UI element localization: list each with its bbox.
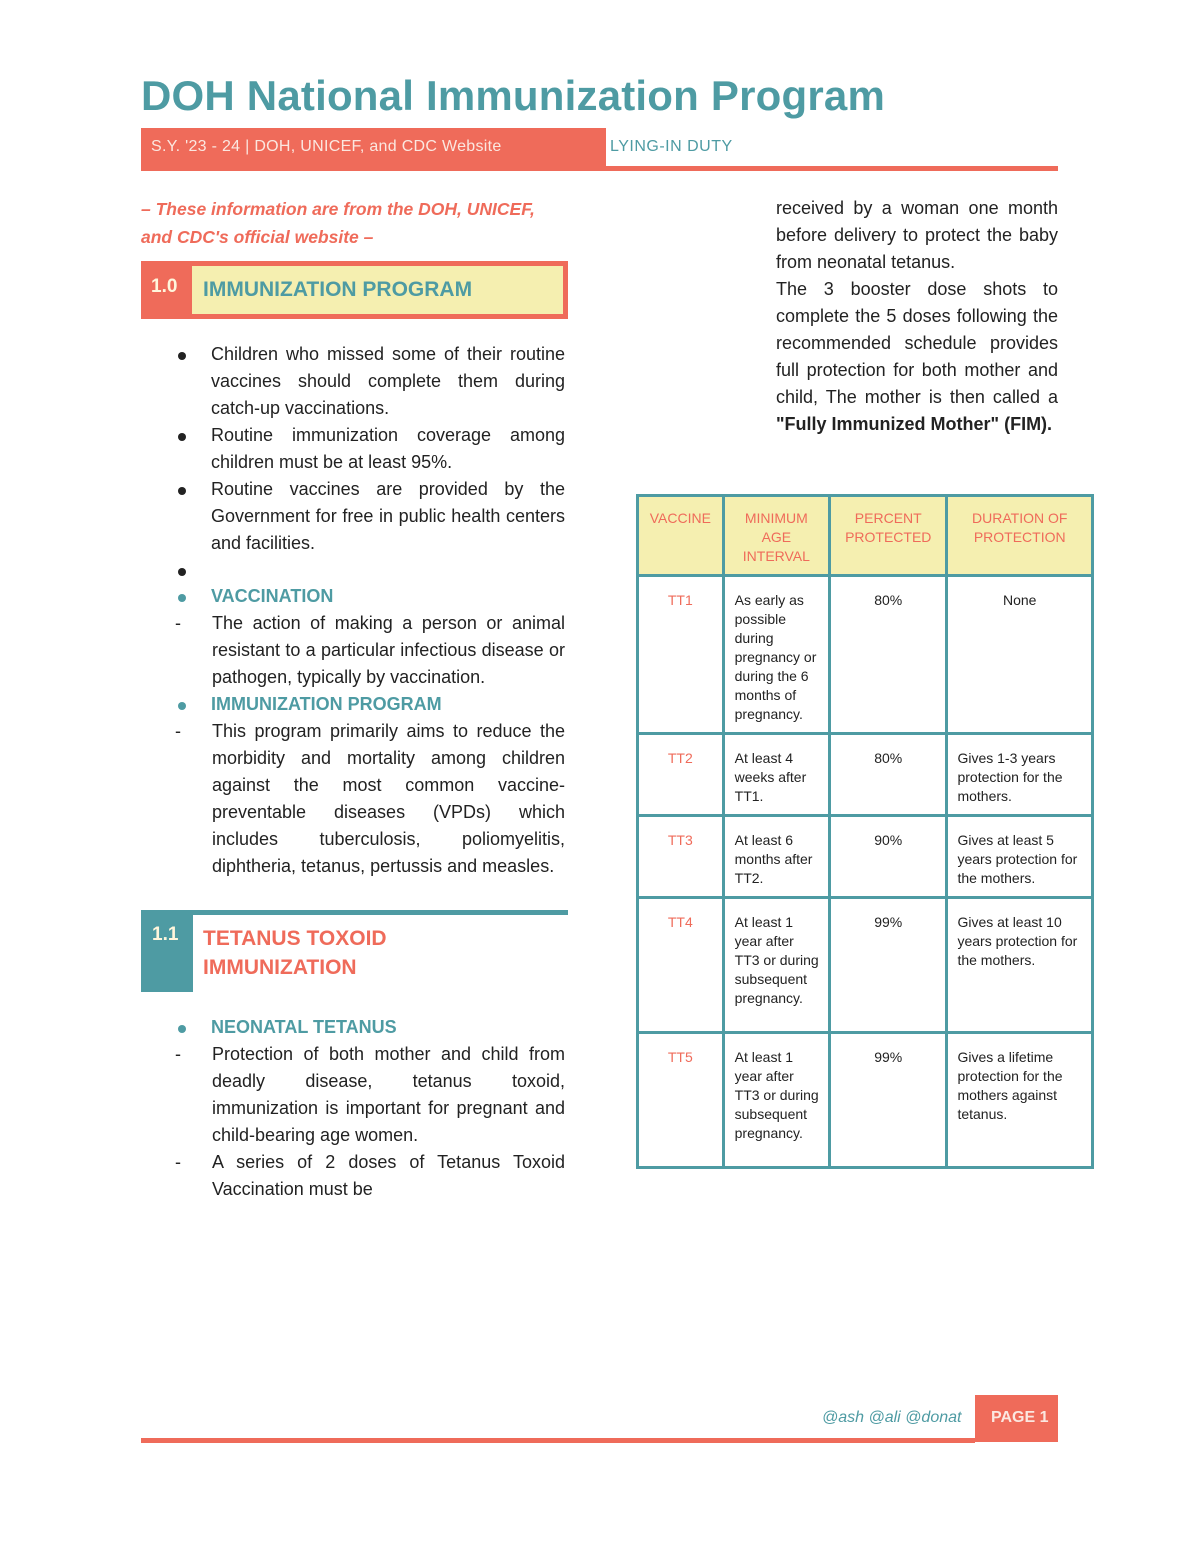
immunization-program-definition <box>141 718 565 880</box>
section-number: 1.1 <box>152 924 179 945</box>
age-cell: At least 1 year after TT3 or during subsequent pregnancy. <box>723 898 829 1033</box>
list-item: - This program primarily aims to reduce the morbidity and mortality among children against the most common vaccine-preventable diseases (VPDs) which includes tuberculosis, poliomyelitis, diphtheria, tetanus, pertussis and measles. <box>141 718 565 880</box>
vaccine-cell: TT2 <box>638 734 724 816</box>
immunization-program-item <box>141 691 565 718</box>
list-item: Routine immunization coverage among children must be at least 95%. <box>141 422 565 476</box>
table-header-row <box>638 496 1093 576</box>
tetanus-toxoid-table <box>636 494 1094 1169</box>
booster-text: The 3 booster dose shots to complete the 5 doses following the recommended schedule provides full protection for both mother and child, The mother is then called a <box>776 279 1058 407</box>
section-number: 1.0 <box>151 276 178 297</box>
immunization-program-heading: IMMUNIZATION PROGRAM <box>211 694 442 714</box>
intro-note: – These information are from the DOH, UNICEF, and CDC's official website – <box>141 199 535 247</box>
continued-text: received by a woman one month before delivery to protect the baby from neonatal tetanus. <box>776 198 1058 272</box>
neonatal-list <box>141 1014 565 1041</box>
list-item: - Protection of both mother and child from deadly disease, tetanus toxoid, immunization is important for pregnant and child-bearing age women. <box>141 1041 565 1149</box>
vaccination-item <box>141 583 565 610</box>
section-title: IMMUNIZATION PROGRAM <box>203 278 473 301</box>
section-rule <box>141 910 568 915</box>
right-column <box>740 195 1058 438</box>
vaccine-cell: TT3 <box>638 816 724 898</box>
list-item: Children who missed some of their routine vaccines should complete them during catch-up vaccinations. <box>141 341 565 422</box>
immunization-bullets <box>141 341 565 610</box>
spacer <box>141 557 565 583</box>
left-column <box>141 195 565 1203</box>
booster-list <box>740 276 1058 438</box>
vaccine-cell: TT4 <box>638 898 724 1033</box>
page-number: PAGE 1 <box>975 1395 1058 1442</box>
table-row <box>638 816 1093 898</box>
author-handles: @ash @ali @donat <box>822 1409 962 1426</box>
age-cell: As early as possible during pregnancy or during the 6 months of pregnancy. <box>723 576 829 734</box>
duration-cell: None <box>947 576 1093 734</box>
duration-cell: Gives 1-3 years protection for the mothers. <box>947 734 1093 816</box>
section-title: TETANUS TOXOID IMMUNIZATION <box>203 927 387 979</box>
header-divider <box>141 166 1058 171</box>
column-header: MINIMUM AGE INTERVAL <box>723 496 829 576</box>
neonatal-heading: NEONATAL TETANUS <box>211 1017 397 1037</box>
percent-cell: 80% <box>830 734 947 816</box>
section-heading-1-1 <box>141 910 568 992</box>
banner-school-year: S.Y. '23 - 24 | DOH, UNICEF, and CDC Website <box>141 128 606 166</box>
list-item: - A series of 2 doses of Tetanus Toxoid Vaccination must be <box>141 1149 565 1203</box>
duration-cell: Gives a lifetime protection for the mothers against tetanus. <box>947 1033 1093 1168</box>
vaccination-definition <box>141 610 565 691</box>
percent-cell: 80% <box>830 576 947 734</box>
section-heading-1-0 <box>141 261 568 319</box>
column-header: DURATION OF PROTECTION <box>947 496 1093 576</box>
neonatal-details <box>141 1041 565 1203</box>
age-cell: At least 1 year after TT3 or during subsequent pregnancy. <box>723 1033 829 1168</box>
column-header: VACCINE <box>638 496 724 576</box>
list-item: Routine vaccines are provided by the Government for free in public health centers and facilities. <box>141 476 565 557</box>
vaccination-heading: VACCINATION <box>211 586 334 606</box>
column-header: PERCENT PROTECTED <box>830 496 947 576</box>
footer-divider <box>141 1438 975 1443</box>
fim-term: "Fully Immunized Mother" (FIM). <box>776 414 1053 434</box>
banner-duty: LYING-IN DUTY <box>606 128 1058 166</box>
duration-cell: Gives at least 10 years protection for the mothers. <box>947 898 1093 1033</box>
page-title: DOH National Immunization Program <box>141 72 885 119</box>
list-item-continued <box>740 195 1058 276</box>
percent-cell: 99% <box>830 1033 947 1168</box>
neonatal-details-continued <box>740 195 1058 276</box>
neonatal-item <box>141 1014 565 1041</box>
list-item <box>740 276 1058 438</box>
vaccine-cell: TT5 <box>638 1033 724 1168</box>
age-cell: At least 4 weeks after TT1. <box>723 734 829 816</box>
table-row <box>638 898 1093 1033</box>
duration-cell: Gives at least 5 years protection for the mothers. <box>947 816 1093 898</box>
table-row <box>638 576 1093 734</box>
age-cell: At least 6 months after TT2. <box>723 816 829 898</box>
percent-cell: 90% <box>830 816 947 898</box>
section-number-box <box>141 910 193 992</box>
list-item: - The action of making a person or animal resistant to a particular infectious disease or pathogen, typically by vaccination. <box>141 610 565 691</box>
percent-cell: 99% <box>830 898 947 1033</box>
table-row <box>638 1033 1093 1168</box>
immunization-program-list <box>141 691 565 718</box>
vaccine-cell: TT1 <box>638 576 724 734</box>
table-row <box>638 734 1093 816</box>
section-title-box <box>192 266 563 314</box>
